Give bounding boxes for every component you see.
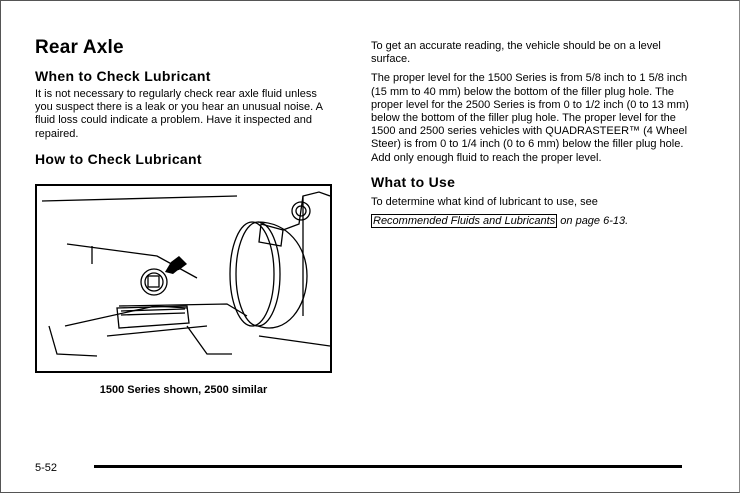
proper-level-text: The proper level for the 1500 Series is from 5/8 inch to 1 5/8 inch (15 mm to 40 mm) below the bottom of the filler plug hole. The proper level for the 2500 Series is from 0 to 1/2 inch (0 to 13 mm) below the bottom of the filler plug hole. The proper level for the 1500 and 2500 series vehicles with QUADRASTEER™ (4 Wheel Steer) is from 0 to 1/4 inch (0 to 6 mm) below the filler plug hole. Add only enough fluid to reach the proper level. [371, 72, 689, 164]
recommended-fluids-link[interactable]: Recommended Fluids and Lubricants [373, 215, 556, 228]
footer-divider [94, 465, 682, 468]
left-column [35, 37, 335, 171]
right-column [371, 40, 691, 234]
rear-axle-illustration [35, 184, 332, 373]
what-to-use-intro: To determine what kind of lubricant to use, see [371, 195, 598, 208]
how-heading: How to Check Lubricant [35, 150, 202, 167]
when-body: It is not necessary to regularly check rear axle fluid unless you suspect there is a leak or you hear an unusual noise. A fluid loss could indicate a problem. Have it inspected and repaired. [35, 88, 323, 140]
page-number: 5-52 [35, 462, 58, 474]
page-title: Rear Axle [35, 37, 124, 58]
what-to-use-heading: What to Use [371, 173, 456, 190]
page-reference: on page 6-13. [560, 215, 629, 228]
axle-drawing [37, 186, 330, 371]
when-heading: When to Check Lubricant [35, 68, 211, 84]
what-to-use-reference [371, 215, 691, 228]
level-surface-note: To get an accurate reading, the vehicle should be on a level surface. [371, 40, 661, 66]
figure-caption: 1500 Series shown, 2500 similar [99, 384, 268, 396]
